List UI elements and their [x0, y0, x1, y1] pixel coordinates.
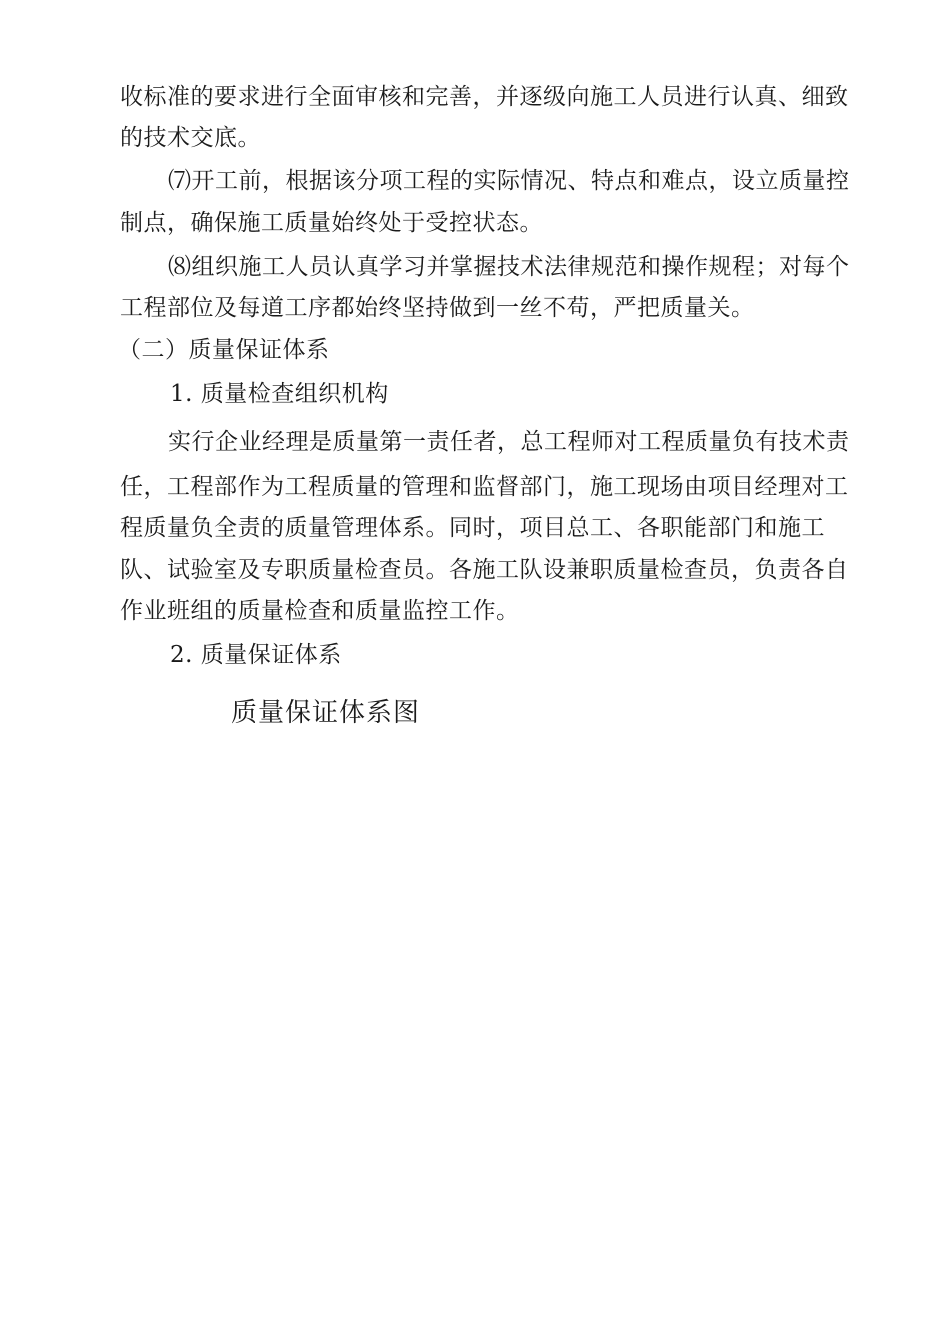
list-item-7-line: 制点，确保施工质量始终处于受控状态。 [120, 210, 543, 236]
paragraph-line: 程质量负全责的质量管理体系。同时，项目总工、各职能部门和施工 [120, 515, 825, 541]
paragraph-line: 作业班组的质量检查和质量监控工作。 [120, 598, 520, 624]
paragraph-line: 的技术交底。 [120, 125, 261, 151]
section-heading: （二）质量保证体系 [118, 337, 330, 363]
figure-caption: 质量保证体系图 [231, 698, 421, 728]
subsection-heading-2: 2. 质量保证体系 [170, 642, 342, 668]
paragraph-line: 队、试验室及专职质量检查员。各施工队设兼职质量检查员，负责各自 [120, 557, 849, 583]
paragraph-line: 任，工程部作为工程质量的管理和监督部门，施工现场由项目经理对工 [120, 474, 849, 500]
subsection-heading-1: 1. 质量检查组织机构 [170, 381, 389, 407]
list-item-8-line: ⑻组织施工人员认真学习并掌握技术法律规范和操作规程；对每个 [168, 254, 850, 280]
list-item-8-line: 工程部位及每道工序都始终坚持做到一丝不苟，严把质量关。 [120, 295, 755, 321]
list-item-7-line: ⑺开工前，根据该分项工程的实际情况、特点和难点，设立质量控 [168, 168, 850, 194]
paragraph-line: 实行企业经理是质量第一责任者，总工程师对工程质量负有技术责 [168, 429, 850, 455]
paragraph-line: 收标准的要求进行全面审核和完善，并逐级向施工人员进行认真、细致 [120, 84, 849, 110]
